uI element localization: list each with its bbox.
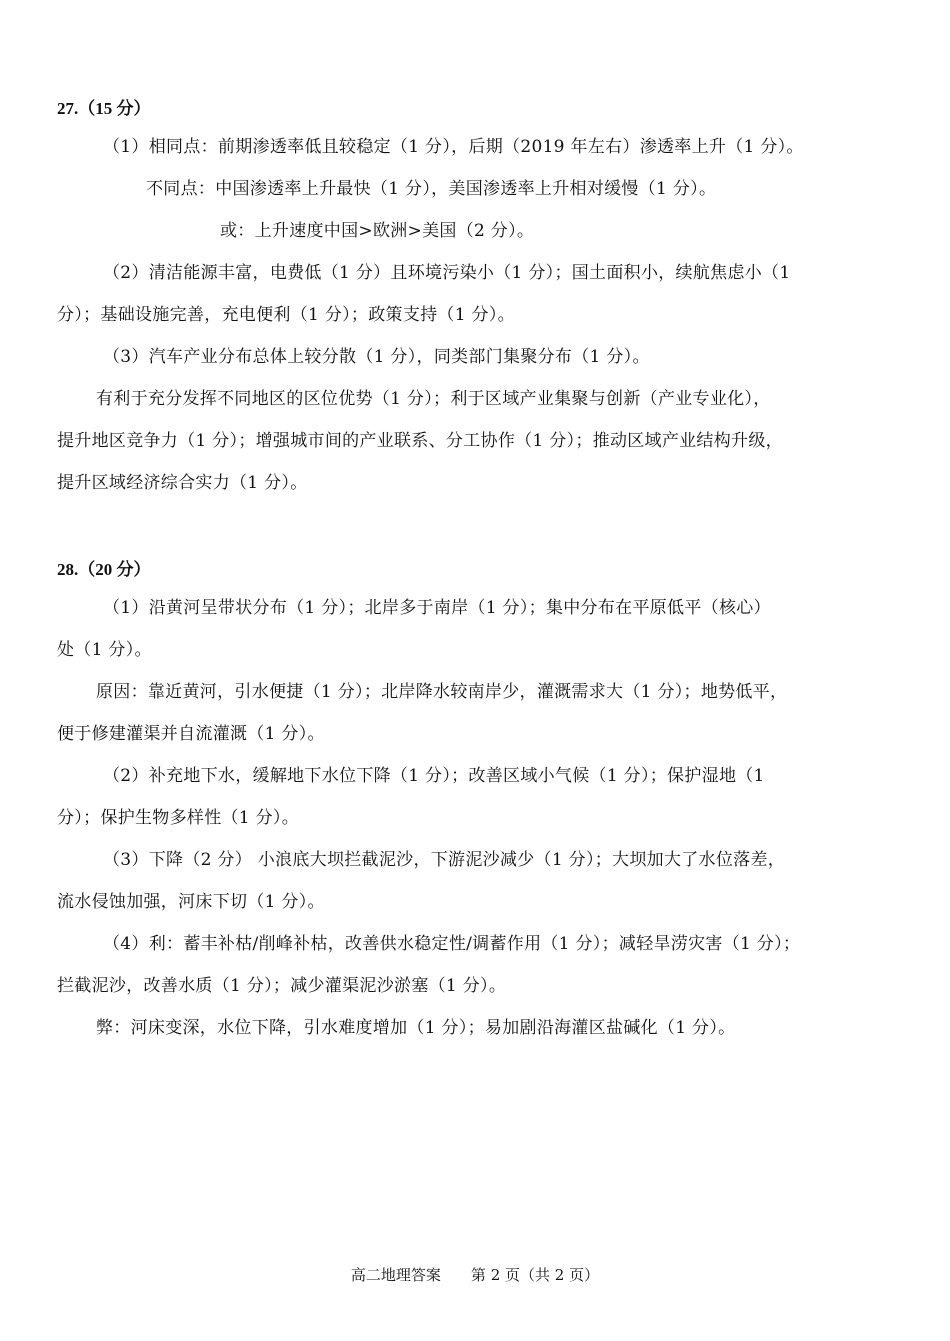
footer-page-number: 第 2 页（共 2 页）: [470, 1266, 600, 1284]
q28-line-8: 流水侵蚀加强，河床下切（1 分）。: [57, 892, 325, 912]
question-27-title: 27.（15 分）: [57, 99, 151, 118]
q28-line-9: （4）利：蓄丰补枯/削峰补枯，改善供水稳定性/调蓄作用（1 分）；减轻旱涝灾害（1 分）；: [103, 934, 801, 954]
q28-line-6: 分）；保护生物多样性（1 分）。: [57, 808, 300, 828]
q28-line-2: 处（1 分）。: [57, 640, 152, 660]
q27-line-7: 有利于充分发挥不同地区的区位优势（1 分）；利于区域产业集聚与创新（产业专业化），: [96, 389, 771, 409]
q27-line-9: 提升区域经济综合实力（1 分）。: [57, 473, 308, 493]
q28-line-3: 原因：靠近黄河，引水便捷（1 分）；北岸降水较南岸少，灌溉需求大（1 分）；地势低平，: [96, 682, 788, 702]
page-footer: [0, 1264, 950, 1285]
q28-line-11: 弊：河床变深，水位下降，引水难度增加（1 分）；易加剧沿海灌区盐碱化（1 分）。: [96, 1018, 736, 1038]
q28-line-10: 拦截泥沙，改善水质（1 分）；减少灌渠泥沙淤塞（1 分）。: [57, 976, 507, 996]
q27-line-6: （3）汽车产业分布总体上较分散（1 分），同类部门集聚分布（1 分）。: [103, 347, 650, 367]
q27-line-1: （1）相同点：前期渗透率低且较稳定（1 分），后期（2019 年左右）渗透率上升（1 分）。: [103, 137, 804, 157]
q27-line-2: 不同点：中国渗透率上升最快（1 分），美国渗透率上升相对缓慢（1 分）。: [146, 179, 717, 199]
question-28-title: 28.（20 分）: [57, 560, 151, 579]
q28-line-1: （1）沿黄河呈带状分布（1 分）；北岸多于南岸（1 分）；集中分布在平原低平（核心）: [103, 598, 771, 618]
q27-line-3: 或：上升速度中国>欧洲>美国（2 分）。: [220, 221, 535, 241]
q27-line-4: （2）清洁能源丰富，电费低（1 分）且环境污染小（1 分）；国土面积小，续航焦虑小（1: [103, 263, 791, 283]
q28-line-4: 便于修建灌渠并自流灌溉（1 分）。: [57, 724, 325, 744]
q28-line-7: （3）下降（2 分） 小浪底大坝拦截泥沙，下游泥沙减少（1 分）；大坝加大了水位落差，: [103, 850, 786, 870]
footer-subject: 高二地理答案: [350, 1266, 441, 1284]
q27-line-8: 提升地区竞争力（1 分）；增强城市间的产业联系、分工协作（1 分）；推动区域产业结构升级，: [57, 431, 783, 451]
q28-line-5: （2）补充地下水，缓解地下水位下降（1 分）；改善区域小气候（1 分）；保护湿地（1: [103, 766, 765, 786]
q27-line-5: 分）；基础设施完善，充电便利（1 分）；政策支持（1 分）。: [57, 305, 515, 325]
